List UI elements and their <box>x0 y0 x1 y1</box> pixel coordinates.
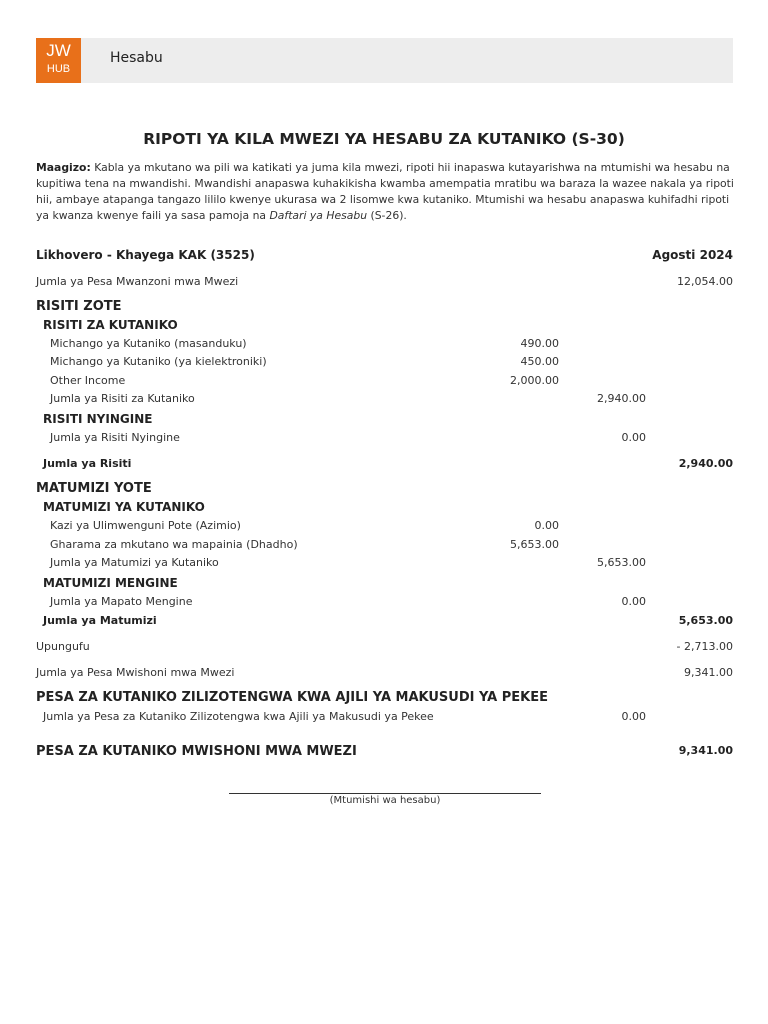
shortfall-value: - 2,713.00 <box>676 640 733 653</box>
shortfall-row <box>0 640 768 658</box>
other-expenses-heading-row <box>0 576 768 594</box>
instructions-text-1: Kabla ya mkutano wa pili wa katikati ya juma kila mwezi, ripoti hii inapaswa kutayarishwa na mtumishi wa hesabu na kupitiwa tena na mwandishi. Mwandishi anapaswa kuhakikisha kwamba amempatia mratibu wa baraza la wazee nakala ya ripoti hii, ambaye atapanga tangazo lililo kwenye ukurasa wa 2 lisomwe kwa kutaniko. Mtumishi wa hesabu anapaswa kuhifadhi ripoti ya kwanza kwenye faili ya sasa pamoja na <box>36 161 734 222</box>
other-receipts-total-row <box>0 431 768 449</box>
designated-heading-row <box>0 690 768 708</box>
instructions-text-2: (S-26). <box>367 209 407 222</box>
expenses-heading: MATUMIZI YOTE <box>36 481 152 496</box>
opening-balance-value: 12,054.00 <box>677 275 733 288</box>
table-row <box>0 538 768 556</box>
instructions-italic: Daftari ya Hesabu <box>269 209 368 222</box>
shortfall-label: Upungufu <box>36 640 90 653</box>
cong-expenses-total-value: 5,653.00 <box>597 556 646 569</box>
signature-line <box>229 793 541 794</box>
table-row <box>0 519 768 537</box>
other-expenses-total-value: 0.00 <box>621 595 646 608</box>
report-month: Agosti 2024 <box>652 248 733 262</box>
app-header <box>36 38 733 83</box>
other-receipts-heading-row <box>0 412 768 430</box>
closing-balance-label: Jumla ya Pesa Mwishoni mwa Mwezi <box>36 666 235 679</box>
cong-receipts-total-label: Jumla ya Risiti za Kutaniko <box>50 392 195 405</box>
closing-balance-row <box>0 666 768 684</box>
expenses-total-label: Jumla ya Matumizi <box>43 614 157 627</box>
other-receipts-heading: RISITI NYINGINE <box>43 412 153 426</box>
cong-expenses-total-row <box>0 556 768 574</box>
report-title: RIPOTI YA KILA MWEZI YA HESABU ZA KUTANIKO (S-30) <box>143 130 625 148</box>
opening-balance-row <box>0 275 768 293</box>
instructions <box>36 160 736 224</box>
other-expenses-total-label: Jumla ya Mapato Mengine <box>50 595 193 608</box>
item-label: Other Income <box>50 374 126 387</box>
cong-expenses-total-label: Jumla ya Matumizi ya Kutaniko <box>50 556 219 569</box>
designated-total-value: 0.00 <box>621 710 646 723</box>
other-expenses-total-row <box>0 595 768 613</box>
receipts-heading: RISITI ZOTE <box>36 299 122 314</box>
congregation-name: Likhovero - Khayega KAK (3525) <box>36 248 255 262</box>
item-label: Kazi ya Ulimwenguni Pote (Azimio) <box>50 519 241 532</box>
congregation-row <box>0 248 768 266</box>
cong-expenses-heading-row <box>0 500 768 518</box>
table-row <box>0 355 768 373</box>
end-of-month-label: PESA ZA KUTANIKO MWISHONI MWA MWEZI <box>36 744 357 759</box>
table-row <box>0 337 768 355</box>
item-label: Michango ya Kutaniko (ya kielektroniki) <box>50 355 267 368</box>
app-name: Hesabu <box>110 50 163 66</box>
cong-expenses-heading: MATUMIZI YA KUTANIKO <box>43 500 205 514</box>
item-label: Michango ya Kutaniko (masanduku) <box>50 337 247 350</box>
item-value: 0.00 <box>534 519 559 532</box>
signature-label: (Mtumishi wa hesabu) <box>329 795 441 806</box>
closing-balance-value: 9,341.00 <box>684 666 733 679</box>
designated-total-row <box>0 710 768 728</box>
cong-receipts-total-value: 2,940.00 <box>597 392 646 405</box>
cong-receipts-total-row <box>0 392 768 410</box>
item-label: Gharama za mkutano wa mapainia (Dhadho) <box>50 538 298 551</box>
table-row <box>0 374 768 392</box>
receipts-total-value: 2,940.00 <box>678 457 733 470</box>
cong-receipts-heading-row <box>0 318 768 336</box>
instructions-label: Maagizo: <box>36 161 91 174</box>
item-value: 490.00 <box>520 337 559 350</box>
jw-hub-logo[interactable] <box>36 38 81 83</box>
item-value: 450.00 <box>520 355 559 368</box>
other-receipts-total-value: 0.00 <box>621 431 646 444</box>
other-expenses-heading: MATUMIZI MENGINE <box>43 576 178 590</box>
other-receipts-total-label: Jumla ya Risiti Nyingine <box>50 431 180 444</box>
designated-heading: PESA ZA KUTANIKO ZILIZOTENGWA KWA AJILI YA MAKUSUDI YA PEKEE <box>36 690 549 705</box>
receipts-heading-row <box>0 299 768 317</box>
receipts-total-row <box>0 457 768 475</box>
logo-text-top: JW <box>46 41 71 60</box>
designated-total-label: Jumla ya Pesa za Kutaniko Zilizotengwa kwa Ajili ya Makusudi ya Pekee <box>43 710 434 723</box>
expenses-total-value: 5,653.00 <box>678 614 733 627</box>
end-of-month-value: 9,341.00 <box>678 744 733 757</box>
item-value: 5,653.00 <box>510 538 559 551</box>
expenses-total-row <box>0 614 768 632</box>
logo-text-bottom: HUB <box>46 63 71 75</box>
receipts-total-label: Jumla ya Risiti <box>43 457 132 470</box>
cong-receipts-heading: RISITI ZA KUTANIKO <box>43 318 178 332</box>
end-of-month-row <box>0 744 768 762</box>
opening-balance-label: Jumla ya Pesa Mwanzoni mwa Mwezi <box>36 275 239 288</box>
expenses-heading-row <box>0 481 768 499</box>
item-value: 2,000.00 <box>510 374 559 387</box>
